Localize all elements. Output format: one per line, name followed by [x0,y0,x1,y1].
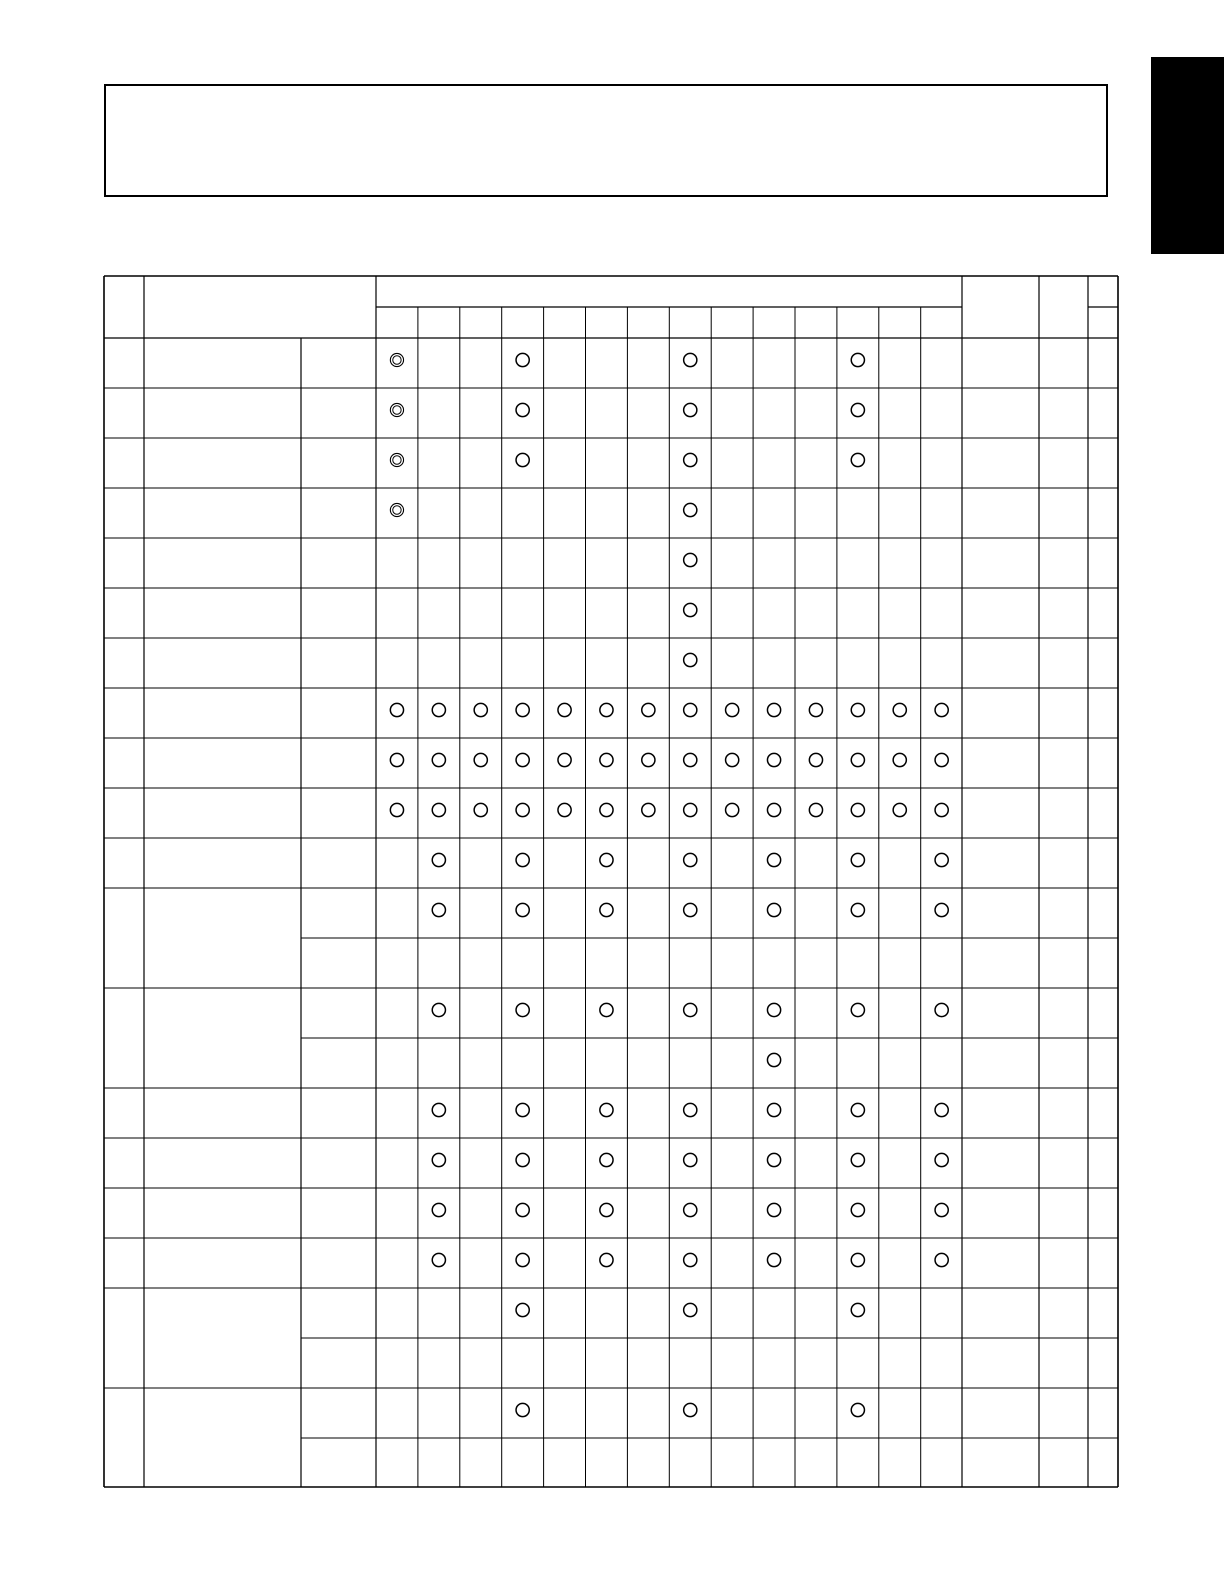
circle-mark [600,1253,613,1266]
circle-mark [684,903,697,916]
circle-mark [432,1153,445,1166]
circle-mark [851,403,864,416]
circle-mark [516,803,529,816]
circle-mark [684,853,697,866]
double-circle-mark [390,453,403,466]
circle-mark [684,753,697,766]
circle-mark [516,453,529,466]
circle-mark [851,1403,864,1416]
circle-mark [767,1153,780,1166]
circle-mark [767,803,780,816]
circle-mark [684,553,697,566]
circle-mark [516,403,529,416]
circle-mark [516,1153,529,1166]
double-circle-mark [390,353,403,366]
circle-mark [432,853,445,866]
double-circle-mark [390,503,403,516]
circle-mark [809,753,822,766]
circle-mark [767,1053,780,1066]
circle-mark [600,1203,613,1216]
circle-mark [684,703,697,716]
circle-mark [642,703,655,716]
circle-mark [516,1103,529,1116]
circle-mark [432,803,445,816]
circle-mark [684,1253,697,1266]
circle-mark [600,1153,613,1166]
circle-mark [684,403,697,416]
circle-mark [600,853,613,866]
circle-mark [432,753,445,766]
circle-mark [516,853,529,866]
circle-mark [600,803,613,816]
circle-mark [558,753,571,766]
circle-mark [684,1003,697,1016]
circle-mark [767,753,780,766]
circle-mark [432,1003,445,1016]
circle-mark [432,1253,445,1266]
circle-mark [935,753,948,766]
circle-mark [935,1103,948,1116]
circle-mark [851,803,864,816]
circle-mark [935,1153,948,1166]
circle-mark [851,353,864,366]
circle-mark [600,903,613,916]
circle-mark [600,753,613,766]
circle-mark [516,1303,529,1316]
circle-mark [767,1003,780,1016]
circle-mark [767,1203,780,1216]
circle-mark [935,853,948,866]
circle-mark [935,1253,948,1266]
circle-mark [516,753,529,766]
circle-mark [516,903,529,916]
circle-mark [851,1153,864,1166]
circle-mark [935,903,948,916]
circle-mark [767,853,780,866]
circle-mark [684,1203,697,1216]
circle-mark [851,453,864,466]
circle-mark [474,753,487,766]
circle-mark [516,353,529,366]
circle-mark [851,1253,864,1266]
circle-mark [767,1103,780,1116]
circle-mark [642,803,655,816]
circle-mark [600,1003,613,1016]
circle-mark [516,1203,529,1216]
circle-mark [767,903,780,916]
circle-mark [726,703,739,716]
circle-mark [516,1253,529,1266]
circle-mark [684,653,697,666]
circle-mark [809,803,822,816]
circle-mark [851,1003,864,1016]
circle-mark [684,503,697,516]
circle-mark [432,1203,445,1216]
circle-mark [767,703,780,716]
circle-mark [390,703,403,716]
circle-mark [684,803,697,816]
circle-mark [851,853,864,866]
circle-mark [600,1103,613,1116]
circle-mark [726,753,739,766]
circle-mark [516,1403,529,1416]
circle-mark [474,703,487,716]
circle-mark [935,803,948,816]
circle-mark [474,803,487,816]
circle-mark [684,1403,697,1416]
circle-mark [642,753,655,766]
circle-mark [684,453,697,466]
circle-mark [893,753,906,766]
circle-mark [767,1253,780,1266]
circle-mark [432,703,445,716]
circle-mark [558,803,571,816]
circle-mark [851,753,864,766]
circle-mark [809,703,822,716]
circle-mark [390,753,403,766]
circle-mark [390,803,403,816]
circle-mark [516,1003,529,1016]
circle-mark [851,1203,864,1216]
circle-mark [893,803,906,816]
circle-mark [935,703,948,716]
circle-mark [684,353,697,366]
circle-mark [893,703,906,716]
circle-mark [516,703,529,716]
circle-mark [851,703,864,716]
circle-mark [684,603,697,616]
circle-mark [726,803,739,816]
circle-mark [432,903,445,916]
circle-mark [600,703,613,716]
circle-mark [935,1203,948,1216]
circle-mark [684,1303,697,1316]
double-circle-mark [390,403,403,416]
circle-mark [851,903,864,916]
circle-mark [684,1153,697,1166]
circle-mark [558,703,571,716]
circle-mark [935,1003,948,1016]
circle-mark [851,1303,864,1316]
circle-mark [432,1103,445,1116]
circle-mark [851,1103,864,1116]
circle-mark [684,1103,697,1116]
